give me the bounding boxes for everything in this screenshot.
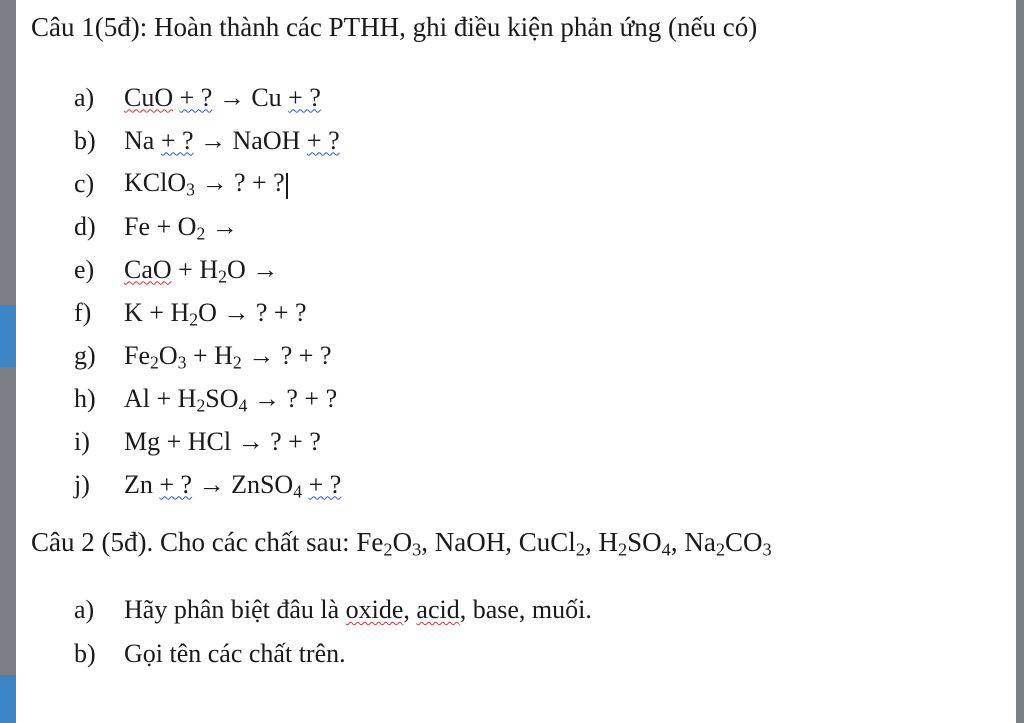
question2-item-a (74, 588, 592, 632)
question1-item-e (74, 248, 341, 291)
left-accent-bottom (0, 675, 16, 723)
question1-item-d (74, 205, 341, 248)
equation: $K + H_2O$ → ? + ? (124, 297, 307, 329)
equation: KClO$_3$ → ? + ? (124, 168, 288, 198)
equation: Mg + HCl → ? + ? (124, 426, 321, 456)
equation: Na + ? → NaOH + ? (124, 125, 340, 155)
left-accent-top (0, 305, 16, 367)
equation: $Fe_2O_3 + H_2$ → ? + ? (124, 340, 332, 372)
left-window-edge (0, 0, 16, 723)
item-label: h) (74, 383, 96, 413)
question2-item-b (74, 632, 592, 676)
question1-item-j (74, 463, 341, 506)
item-text: Gọi tên các chất trên. (124, 639, 346, 668)
equation: $Fe + O_2$ → (124, 211, 238, 243)
question1-item-b (74, 119, 341, 162)
equation: CuO + ? → Cu + ? (124, 82, 321, 112)
question1-item-i (74, 420, 341, 463)
right-window-edge (1016, 0, 1024, 723)
item-text: Hãy phân biệt đâu là oxide, acid, base, muối. (124, 595, 592, 624)
equation: CaO + $H_2O$ → (124, 254, 279, 286)
item-label: i) (74, 426, 90, 456)
item-label: a) (74, 595, 95, 624)
item-label: j) (74, 469, 90, 499)
item-label: g) (74, 340, 96, 370)
question1-title: Câu 1(5đ): Hoàn thành các PTHH, ghi điều kiện phản ứng (nếu có) (31, 12, 758, 42)
question1-item-h (74, 377, 341, 420)
question2-title: Câu 2 (5đ). Cho các chất sau: $Fe_2O_3$, NaOH, CuCl$_2$, $H_2SO_4$, $Na_2CO_3$ (31, 527, 772, 560)
question1-item-a (74, 76, 341, 119)
item-label: e) (74, 254, 95, 284)
item-label: b) (74, 125, 96, 155)
item-label: a) (74, 82, 95, 112)
question1-item-c (74, 162, 341, 205)
item-label: b) (74, 639, 96, 668)
equation: Zn + ? → ZnSO$_4$ + ? (124, 469, 342, 501)
text-cursor (286, 173, 288, 199)
question1-item-f (74, 291, 341, 334)
question1-list (74, 76, 341, 506)
item-label: f) (74, 297, 92, 327)
item-label: c) (74, 168, 95, 198)
item-label: d) (74, 211, 96, 241)
question1-item-g (74, 334, 341, 377)
question2-list (74, 588, 592, 676)
equation: $Al + H_2SO_4$ → ? + ? (124, 383, 338, 415)
